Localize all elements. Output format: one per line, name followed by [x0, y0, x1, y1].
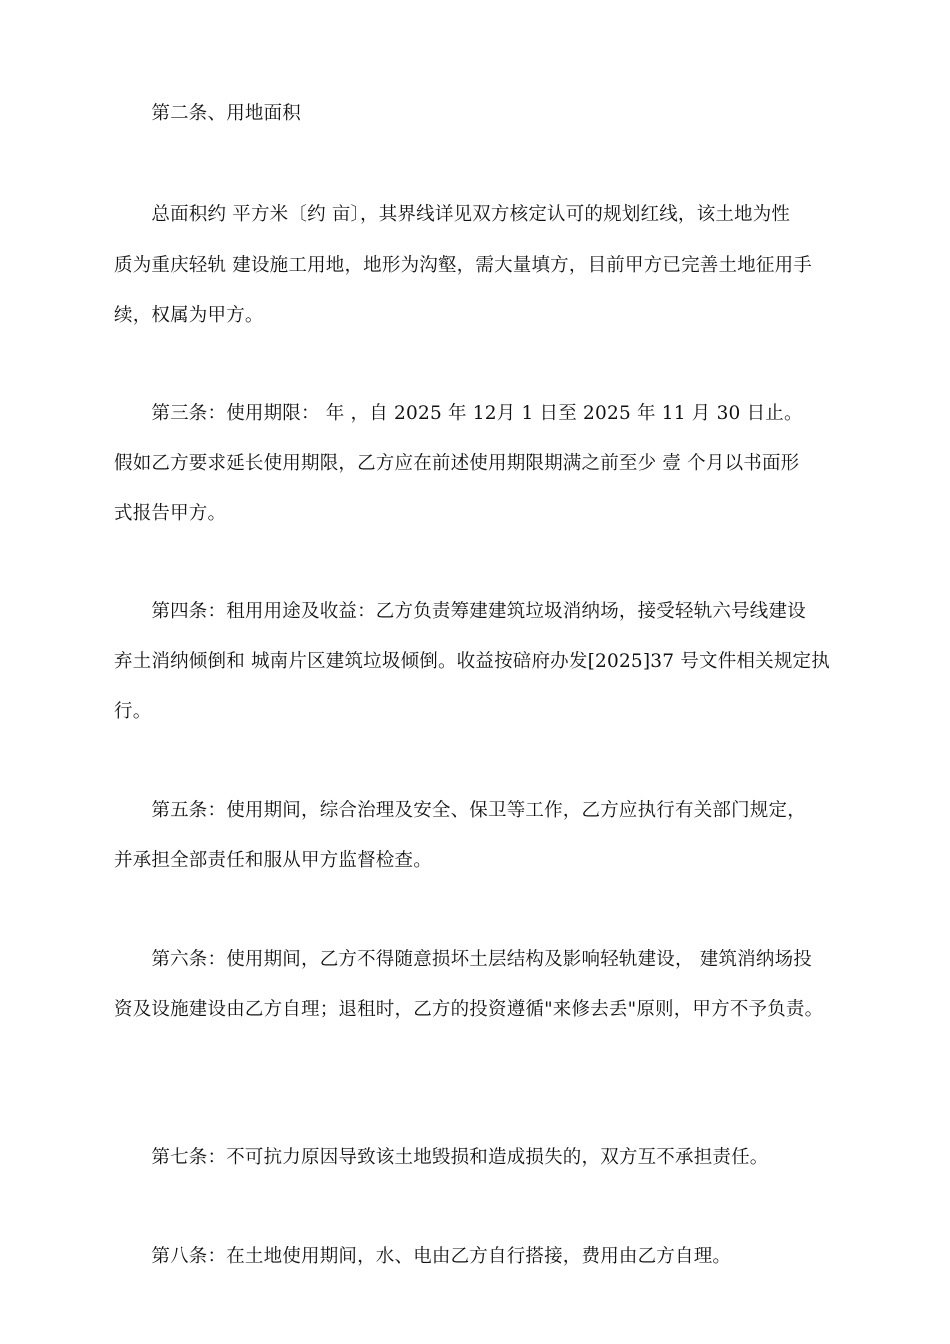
article-3-line-2: 假如乙方要求延长使用期限，乙方应在前述使用期限期满之前至少 壹 个月以书面形: [114, 453, 800, 474]
article-2-line-1: 总面积约 平方米〔约 亩〕，其界线详见双方核定认可的规划红线，该土地为性: [114, 204, 791, 225]
article-4-line-3: 行。: [114, 701, 152, 722]
article-3-line-3: 式报告甲方。: [114, 503, 227, 524]
article-2-line-2: 质为重庆轻轨 建设施工用地，地形为沟壑，需大量填方，目前甲方已完善土地征用手: [114, 255, 812, 276]
article-7-line-1: 第七条：不可抗力原因导致该土地毁损和造成损失的，双方互不承担责任。: [114, 1147, 769, 1168]
article-4-line-1: 第四条：租用用途及收益：乙方负责筹建建筑垃圾消纳场，接受轻轨六号线建设: [114, 601, 806, 622]
article-2-line-3: 续，权属为甲方。: [114, 305, 264, 326]
article-6-line-2: 资及设施建设由乙方自理；退租时，乙方的投资遵循"来修去丢"原则，甲方不予负责。: [114, 999, 824, 1020]
article-2-heading: 第二条、用地面积: [114, 103, 302, 124]
article-6-line-1: 第六条：使用期间，乙方不得随意损坏土层结构及影响轻轨建设， 建筑消纳场投: [114, 949, 812, 970]
article-4-line-2: 弃土消纳倾倒和 城南片区建筑垃圾倾倒。收益按碚府办发[2025]37 号文件相关规定执: [114, 651, 830, 672]
article-5-line-2: 并承担全部责任和服从甲方监督检查。: [114, 850, 432, 871]
article-8-line-1: 第八条：在土地使用期间，水、电由乙方自行搭接，费用由乙方自理。: [114, 1246, 732, 1267]
article-5-line-1: 第五条：使用期间，综合治理及安全、保卫等工作，乙方应执行有关部门规定，: [114, 800, 806, 821]
article-3-line-1: 第三条：使用期限： 年 ，自 2025 年 12月 1 日至 2025 年 11 月 30 日止。: [114, 403, 803, 424]
